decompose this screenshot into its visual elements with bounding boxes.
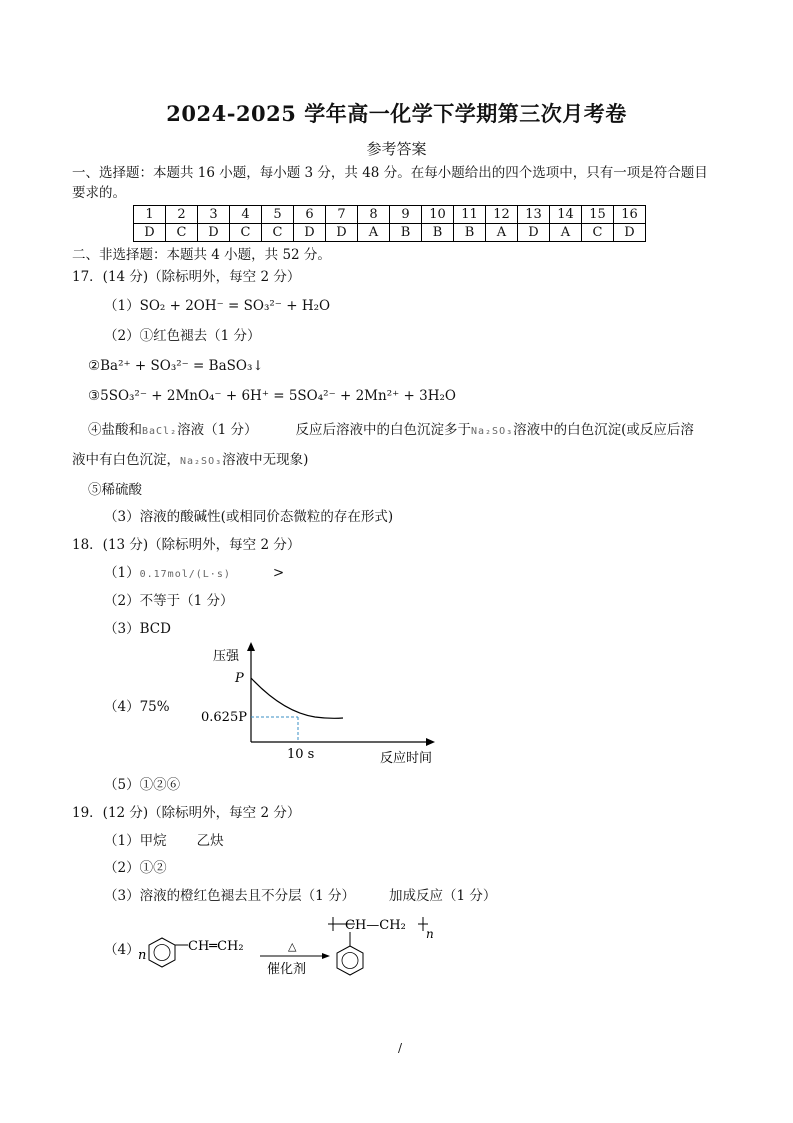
section2-heading: 二、非选择题：本题共 4 小题，共 52 分。: [72, 247, 331, 263]
q18-rate: 0.17mol/(L·s): [139, 569, 231, 580]
graph-curve: [251, 678, 343, 718]
answer-cell: D: [294, 224, 326, 242]
q17-answer-2: （2）①红色褪去（1 分）: [104, 328, 261, 344]
answer-cell: D: [518, 224, 550, 242]
question-number-cell: 3: [198, 206, 230, 224]
q19-answer-1-label: （1）甲烷: [104, 833, 167, 849]
section1-instruction-cont: 要求的。: [72, 185, 126, 201]
q17-answer-2b: ②Ba²⁺ + SO₃²⁻ = BaSO₃↓: [88, 358, 264, 374]
reaction-arrowhead: [322, 953, 330, 959]
question-number-cell: 15: [582, 206, 614, 224]
question-number-cell: 4: [230, 206, 262, 224]
page-subtitle: 参考答案: [366, 140, 427, 158]
question-number-cell: 10: [422, 206, 454, 224]
q17-header: 17．(14 分)（除标明外，每空 2 分）: [72, 269, 301, 285]
q18-answer-4-value: 75%: [139, 699, 170, 715]
question-number-cell: 13: [518, 206, 550, 224]
question-number-cell: 7: [326, 206, 358, 224]
q17-answer-3: （3）溶液的酸碱性(或相同价态微粒的存在形式): [104, 509, 394, 525]
q17-2d-reagent: BaCl₂: [142, 426, 178, 437]
q17-2d-salt-2: Na₂SO₃: [180, 456, 223, 467]
question-number-cell: 5: [262, 206, 294, 224]
question-number-cell: 9: [390, 206, 422, 224]
graph-x-arrow: [426, 738, 435, 746]
q18-answer-1: [104, 563, 284, 585]
q18-answer-2: （2）不等于（1 分）: [104, 593, 234, 609]
graph-x-label: 反应时间: [380, 751, 433, 766]
answer-table: [133, 205, 646, 242]
answer-cell: B: [390, 224, 422, 242]
answer-cell: B: [422, 224, 454, 242]
answer-cell: B: [454, 224, 486, 242]
q17-2d-text-1: ④盐酸和: [88, 422, 142, 438]
graph-y-arrow: [247, 642, 255, 651]
answer-cell: C: [166, 224, 198, 242]
q17-2d-text-5: 液中有白色沉淀，: [72, 452, 180, 468]
question-number-cell: 11: [454, 206, 486, 224]
question-number-cell: 6: [294, 206, 326, 224]
question-number-cell: 12: [486, 206, 518, 224]
answer-cell: A: [486, 224, 518, 242]
answer-cell: C: [230, 224, 262, 242]
answer-table-number-row: [134, 206, 646, 224]
q17-2d-text-2: 溶液（1 分）: [177, 422, 258, 438]
product-degree-n: n: [426, 927, 434, 941]
q19-answer-3: [104, 886, 496, 906]
question-number-cell: 16: [614, 206, 646, 224]
q19-header: 19．(12 分)（除标明外，每空 2 分）: [72, 805, 301, 821]
answer-cell: C: [582, 224, 614, 242]
q17-2d-text-6: 溶液中无现象): [222, 452, 309, 468]
polymerization-reaction: [130, 908, 450, 988]
q17-answer-2d-cont: [72, 450, 308, 472]
q19-answer-1b: 乙炔: [196, 833, 224, 849]
q17-equation-1: SO₂ + 2OH⁻ = SO₃²⁻ + H₂O: [139, 298, 331, 314]
q19-answer-4-label: （4）: [104, 942, 140, 958]
q18-header: 18．(13 分)（除标明外，每空 2 分）: [72, 537, 301, 553]
q17-answer-2c: ③5SO₃²⁻ + 2MnO₄⁻ + 6H⁺ = 5SO₄²⁻ + 2Mn²⁺ + 3H₂O: [88, 388, 456, 404]
answer-cell: C: [262, 224, 294, 242]
page-title: 2024-2025 学年高一化学下学期第三次月考卷: [166, 101, 627, 126]
pressure-time-graph: [195, 640, 455, 770]
reactant-vinyl-group: CH═CH₂: [188, 939, 244, 954]
answer-cell: D: [198, 224, 230, 242]
q18-answer-5: （5）①②⑥: [104, 777, 181, 793]
q18-answer-1-label: （1）: [104, 565, 140, 581]
q18-comparison: >: [272, 565, 285, 581]
answer-cell: D: [134, 224, 166, 242]
q18-answer-4: [104, 697, 170, 717]
q17-2d-salt: Na₂SO₃: [471, 426, 514, 437]
q19-answer-3a: （3）溶液的橙红色褪去且不分层（1 分）: [104, 888, 355, 904]
benzene-ring-icon: [149, 938, 175, 967]
product-backbone: CH—CH₂: [345, 918, 406, 933]
answer-cell: A: [358, 224, 390, 242]
q17-answer-1-label: （1）: [104, 298, 140, 314]
graph-y-tick-mid: 0.625P: [201, 710, 247, 725]
q17-answer-2d: [88, 420, 694, 442]
q17-answer-1: [104, 296, 330, 316]
q19-answer-3b: 加成反应（1 分）: [388, 888, 497, 904]
answer-cell: D: [326, 224, 358, 242]
heat-symbol: △: [288, 940, 297, 953]
q19-answer-2: （2）①②: [104, 860, 167, 876]
answer-table-answer-row: [134, 224, 646, 242]
question-number-cell: 8: [358, 206, 390, 224]
q17-answer-2e: ⑤稀硫酸: [88, 482, 142, 498]
product-benzene-ring-icon: [337, 946, 363, 975]
question-number-cell: 2: [166, 206, 198, 224]
q19-answer-1: [104, 831, 224, 851]
page-mark: /: [398, 1041, 403, 1055]
graph-x-tick: 10 s: [287, 747, 315, 762]
graph-y-tick-top: P: [235, 671, 244, 686]
catalyst-label: 催化剂: [267, 962, 307, 977]
q18-answer-4-label: （4）: [104, 699, 140, 715]
q18-answer-3: （3）BCD: [104, 621, 171, 637]
reactant-coefficient: n: [138, 948, 147, 963]
question-number-cell: 1: [134, 206, 166, 224]
graph-y-label: 压强: [213, 649, 240, 664]
answer-cell: D: [614, 224, 646, 242]
answer-cell: A: [550, 224, 582, 242]
question-number-cell: 14: [550, 206, 582, 224]
q17-2d-text-4: 溶液中的白色沉淀(或反应后溶: [513, 422, 694, 438]
q17-2d-text-3: 反应后溶液中的白色沉淀多于: [295, 422, 471, 438]
section1-instruction: 一、选择题：本题共 16 小题，每小题 3 分，共 48 分。在每小题给出的四个选项中，只有一项是符合题目: [72, 165, 708, 181]
